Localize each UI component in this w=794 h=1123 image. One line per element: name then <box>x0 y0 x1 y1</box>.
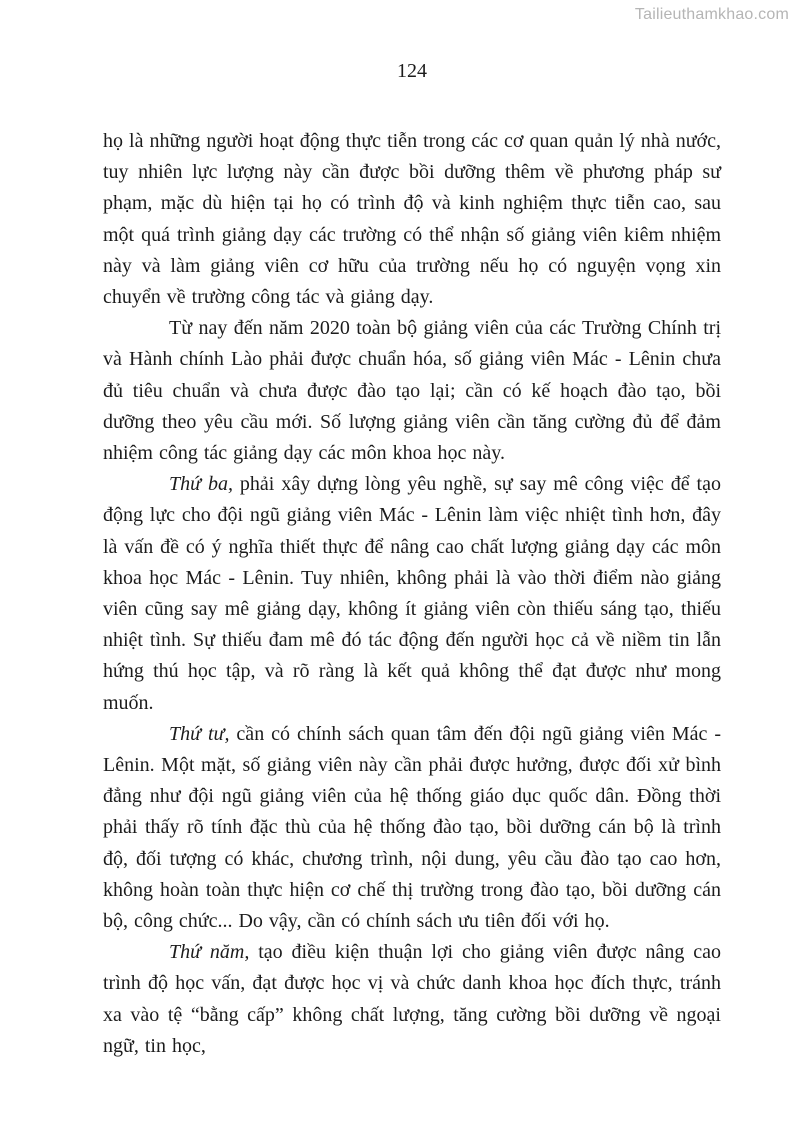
paragraph <box>103 937 721 1062</box>
watermark: Tailieuthamkhao.com <box>634 6 789 23</box>
paragraph-text: tạo điều kiện thuận lợi cho giảng viên được nâng cao trình độ học vấn, đạt được học vị và chức danh khoa học đích thực, tránh xa vào tệ “bằng cấp” không chất lượng, tăng cường bồi dưỡng về ngoại ngữ, tin học, <box>103 941 721 1057</box>
paragraph-text: cần có chính sách quan tâm đến đội ngũ giảng viên Mác - Lênin. Một mặt, số giảng viên này cần phải được hưởng, được đối xử bình đẳng như đội ngũ giảng viên của hệ thống giáo dục quốc dân. Đồng thời phải thấy rõ tính đặc thù của hệ thống đào tạo, bồi dưỡng cán bộ là trình độ, đối tượng có khác, chương trình, nội dung, yêu cầu đào tạo cao hơn, không hoàn toàn thực hiện cơ chế thị trường trong đào tạo, bồi dưỡng cán bộ, công chức... Do vậy, cần có chính sách ưu tiên đối với họ. <box>103 722 722 933</box>
paragraph-lead-italic: Thứ tư, <box>169 722 230 745</box>
paragraph-text: Từ nay đến năm 2020 toàn bộ giảng viên của các Trường Chính trị và Hành chính Lào phải được chuẩn hóa, số giảng viên Mác - Lênin chưa đủ tiêu chuẩn và chưa được đào tạo lại; cần có kế hoạch đào tạo, bồi dưỡng theo yêu cầu mới. Số lượng giảng viên cần tăng cường đủ để đảm nhiệm công tác giảng dạy các môn khoa học này. <box>103 317 721 465</box>
paragraph <box>103 313 721 469</box>
paragraph-text: phải xây dựng lòng yêu nghề, sự say mê công việc để tạo động lực cho đội ngũ giảng viên Mác - Lênin làm việc nhiệt tình hơn, đây là vấn đề có ý nghĩa thiết thực để nâng cao chất lượng giảng dạy các môn khoa học Mác - Lênin. Tuy nhiên, không phải là vào thời điểm nào giảng viên cũng say mê giảng dạy, không ít giảng viên còn thiếu sáng tạo, thiếu nhiệt tình. Sự thiếu đam mê đó tác động đến người học cả về niềm tin lẫn hứng thú học tập, và rõ ràng là kết quả không thể đạt được như mong muốn. <box>103 473 721 714</box>
paragraph-lead-italic: Thứ ba, <box>169 473 233 496</box>
paragraph <box>103 719 721 937</box>
document-body <box>103 126 721 1062</box>
paragraph <box>103 126 721 313</box>
paragraph-text: họ là những người hoạt động thực tiễn trong các cơ quan quản lý nhà nước, tuy nhiên lực lượng này cần được bồi dưỡng thêm về phương pháp sư phạm, mặc dù hiện tại họ có trình độ và kinh nghiệm thực tiễn cao, sau một quá trình giảng dạy các trường có thể nhận số giảng viên kiêm nhiệm này và làm giảng viên cơ hữu của trường nếu họ có nguyện vọng xin chuyển về trường công tác và giảng dạy. <box>103 130 721 309</box>
page-number: 124 <box>397 60 427 82</box>
paragraph-lead-italic: Thứ năm, <box>169 941 250 964</box>
paragraph <box>103 469 721 719</box>
